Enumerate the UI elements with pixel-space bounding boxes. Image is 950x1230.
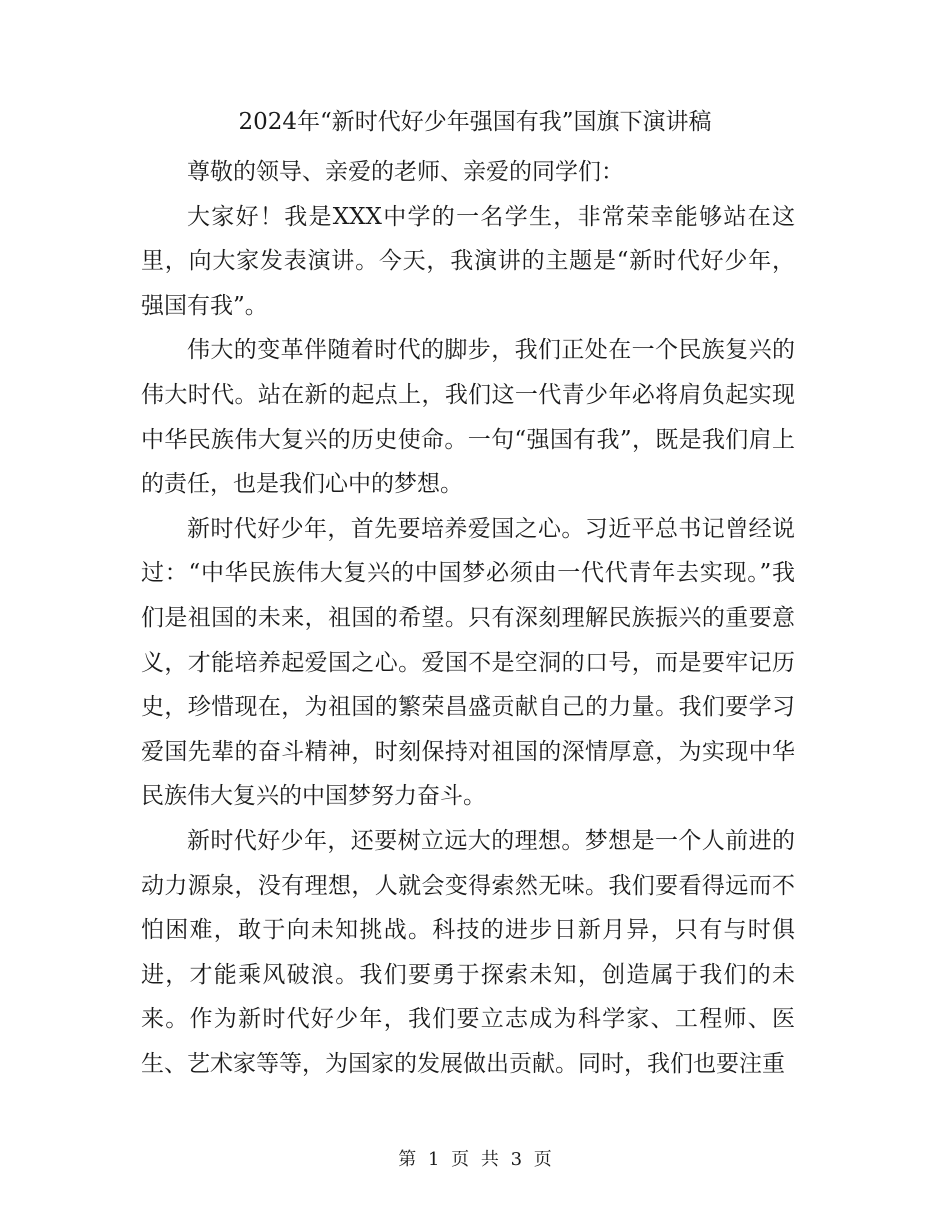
paragraph-era: 伟大的变革伴随着时代的脚步，我们正处在一个民族复兴的伟大时代。站在新的起点上，我们这一代青少年必将肩负起实现中华民族伟大复兴的历史使命。一句“强国有我”，既是我们肩上的责任，也是我们心中的梦想。 [141,337,795,498]
document-body [141,150,795,1086]
paragraph-ideals: 新时代好少年，还要树立远大的理想。梦想是一个人前进的动力源泉，没有理想，人就会变得索然无味。我们要看得远而不怕困难，敢于向未知挑战。科技的进步日新月异，只有与时俱进，才能乘风破浪。我们要勇于探索未知，创造属于我们的未来。作为新时代好少年，我们要立志成为科学家、工程师、医生、艺术家等等，为国家的发展做出贡献。同时，我们也要注重 [141,827,795,1077]
paragraph-patriotism: 新时代好少年，首先要培养爱国之心。习近平总书记曾经说过：“中华民族伟大复兴的中国梦必须由一代代青年去实现。”我们是祖国的未来，祖国的希望。只有深刻理解民族振兴的重要意义，才能培养起爱国之心。爱国不是空洞的口号，而是要牢记历史，珍惜现在，为祖国的繁荣昌盛贡献自己的力量。我们要学习爱国先辈的奋斗精神，时刻保持对祖国的深情厚意，为实现中华民族伟大复兴的中国梦努力奋斗。 [141,515,795,810]
paragraph-greeting: 大家好！我是XXX中学的一名学生，非常荣幸能够站在这里，向大家发表演讲。今天，我演讲的主题是“新时代好少年，强国有我”。 [141,203,795,319]
document-title: 2024年“新时代好少年强国有我”国旗下演讲稿 [238,109,712,135]
page-number-footer: 第 1 页 共 3 页 [398,1149,552,1170]
paragraph-salutation: 尊敬的领导、亲爱的老师、亲爱的同学们： [187,159,624,185]
